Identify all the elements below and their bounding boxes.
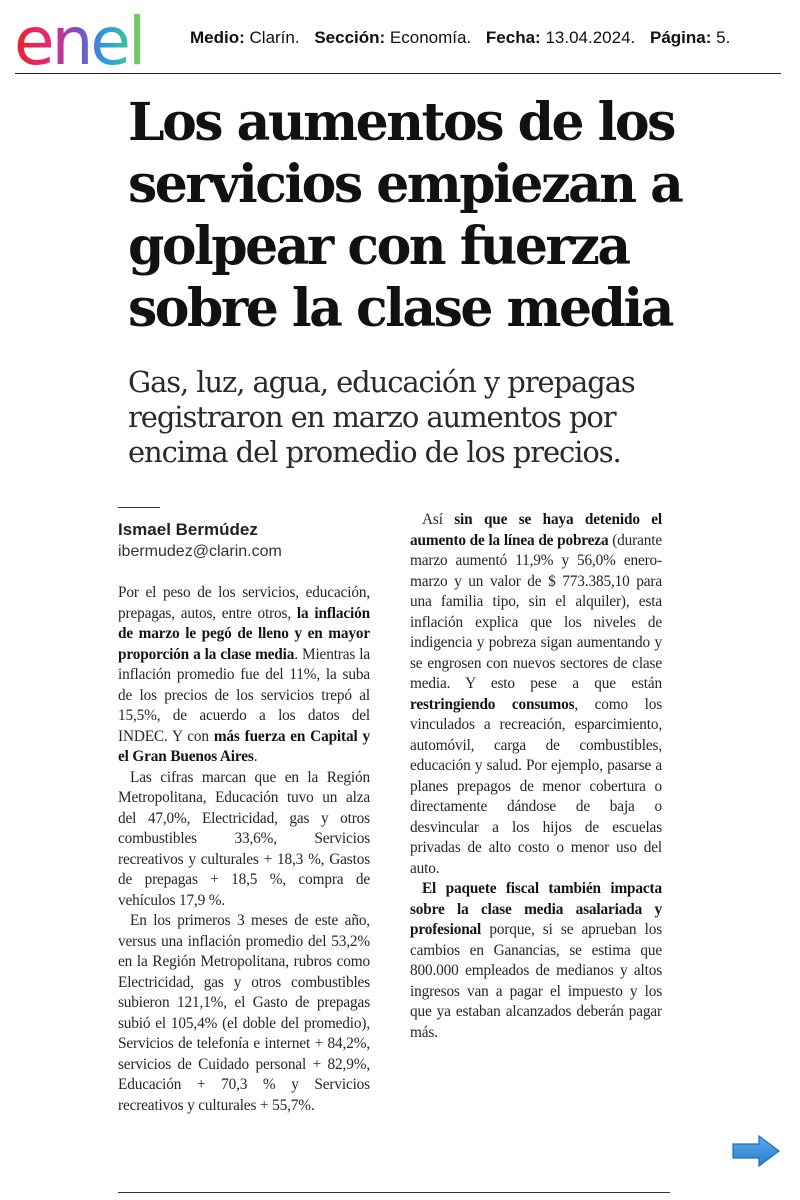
pagina-value: 5. <box>716 28 731 47</box>
highlight-text: restringiendo consumos <box>410 695 575 713</box>
highlight-text: sin que se haya detenido el aumento de la línea de pobreza <box>410 511 662 549</box>
medio-label: Medio: <box>190 28 245 47</box>
paragraph-text: Por el peso de los servicios, educación, prepagas, autos, entre otros, <box>118 584 370 622</box>
paragraph-text: , como los vinculados a recreación, esparcimiento, automóvil, carga de combustibles, educación y salud. Por ejemplo, pasarse a planes prepagos de menor cobertura o directamente dándose de baja o desvincular a los hijos de escuelas privadas de alto costo o menor uso del auto. <box>410 695 663 877</box>
arrow-right-icon[interactable] <box>731 1134 781 1168</box>
svg-text:enel: enel <box>14 8 144 72</box>
article-column-left <box>118 583 370 1116</box>
paragraph-text: . Mientras la inflación promedio fue del 11%, la suba de los precios de los servicios trepó al 15,5%, de acuerdo a los datos del INDEC. Y con <box>118 645 370 745</box>
pagina-label: Página: <box>650 28 712 47</box>
seccion-label: Sección: <box>314 28 386 47</box>
paragraph-5 <box>410 879 662 1043</box>
fecha-label: Fecha: <box>485 28 541 47</box>
clipping-metadata <box>190 28 730 48</box>
article-headline: Los aumentos de los servicios empiezan a golpear con fuerza sobre la clase media <box>128 92 682 339</box>
enel-logo <box>14 8 180 72</box>
paragraph-text: (durante marzo aumentó 11,9% y 56,0% enero-marzo y un valor de $ 773.385,10 para una familia tipo, sin el alquiler), esta inflación explica que los niveles de indigencia y pobreza sigan aumentando y se engrosen con nuevos sectores de clase media. Y esto pese a que están <box>410 531 662 692</box>
footer-divider <box>118 1192 670 1193</box>
author-email: ibermudez@clarin.com <box>118 543 282 560</box>
highlight-text: El paquete fiscal también impacta sobre la clase media asalariada y profesional <box>410 880 662 938</box>
paragraph-2: Las cifras marcan que en la Región Metropolitana, Educación tuvo un alza del 47,0%, Electricidad, gas y otros combustibles 33,6%, Servicios recreativos y culturales + 18,3 %, Gastos de prepagas + 18,5 %, compra de vehículos 17,9 %. <box>118 768 370 909</box>
paragraph-text: porque, si se aprueban los cambios en Ganancias, se estima que 800.000 empleados de medianos y altos ingresos van a pagar el impuesto y los que ya estaban alcanzados deberán pagar más. <box>410 921 662 1041</box>
highlight-text: más fuerza en Capital y el Gran Buenos Aires <box>118 727 370 765</box>
fecha-value: 13.04.2024. <box>545 28 636 47</box>
article-subhead: Gas, luz, agua, educación y prepagas registraron en marzo aumentos por encima del promedio de los precios. <box>128 365 635 469</box>
header-divider <box>15 73 781 74</box>
highlight-text: la inflación de marzo le pegó de lleno y en mayor proporción a la clase media <box>118 604 370 663</box>
paragraph-4 <box>410 510 662 879</box>
paragraph-3: En los primeros 3 meses de este año, versus una inflación promedio del 53,2% en la Región Metropolitana, rubros como Electricidad, gas y otros combustibles subieron 121,1%, el Gasto de prepagas subió el 105,4% (el doble del promedio), Servicios de telefonía e internet + 84,2%, servicios de Cuidado personal + 82,9%, Educación + 70,3 % y Servicios recreativos y culturales + 55,7%. <box>118 912 370 1114</box>
medio-value: Clarín. <box>249 28 300 47</box>
seccion-value: Economía. <box>389 28 472 47</box>
paragraph-text: Así <box>422 511 455 528</box>
byline-divider <box>118 507 160 508</box>
paragraph-text: . <box>253 748 258 765</box>
paragraph-1 <box>118 583 370 768</box>
article-column-right <box>410 510 662 1043</box>
clipping-header <box>0 0 800 76</box>
article-author: Ismael Bermúdez <box>118 520 258 539</box>
